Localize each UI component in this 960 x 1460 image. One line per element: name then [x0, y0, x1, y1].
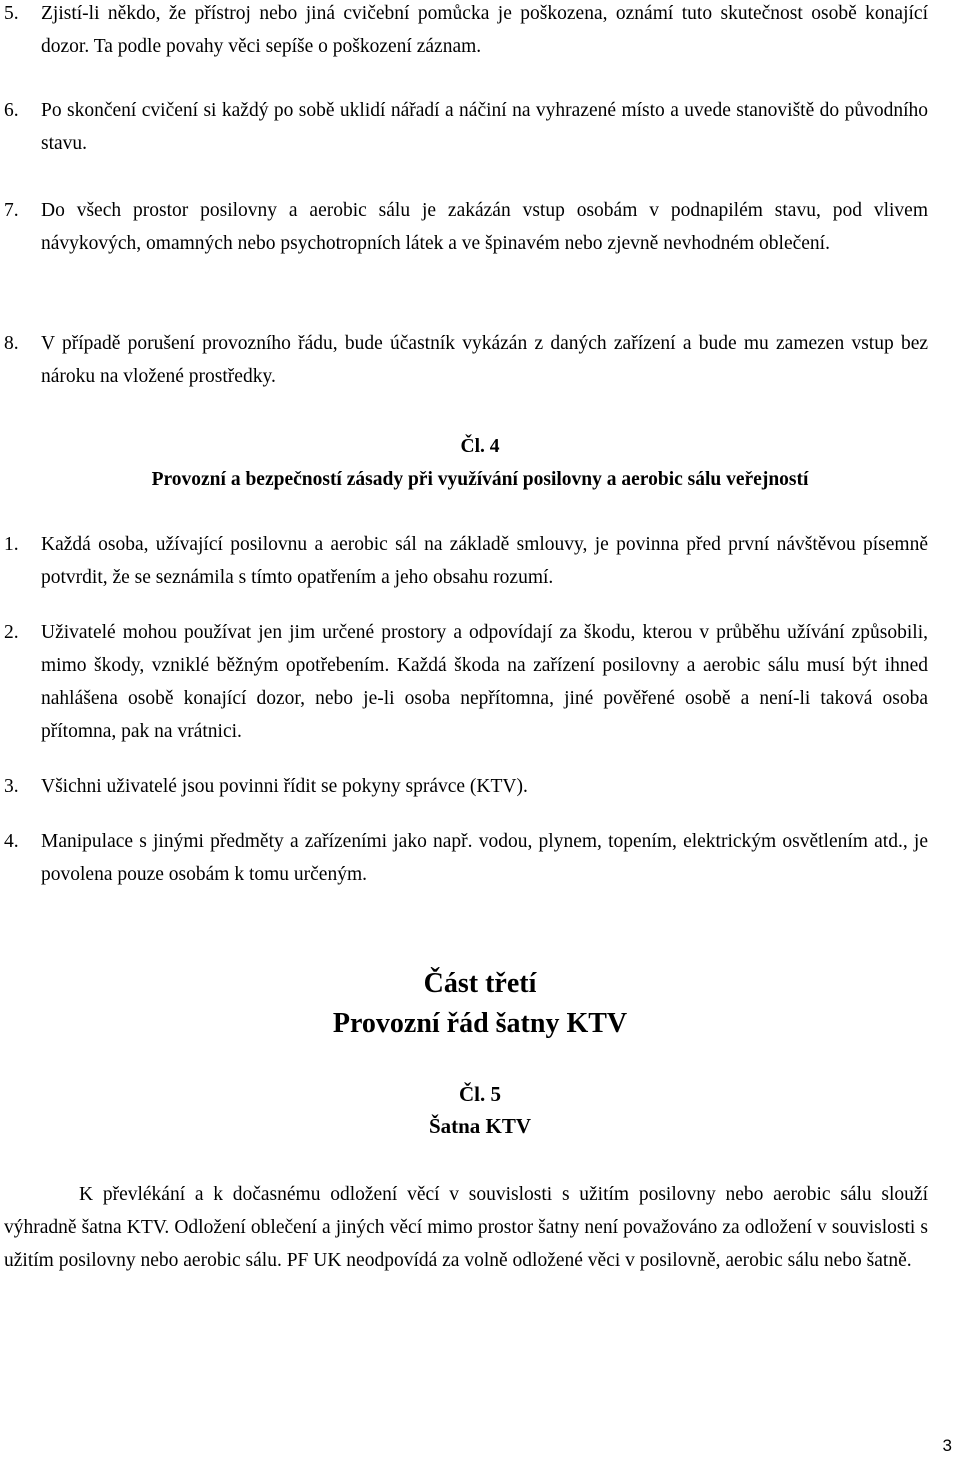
article-4-label: Čl. 4 [460, 436, 500, 457]
list-item-number: 7. [4, 200, 19, 221]
part-3-title: Část třetí [423, 968, 537, 999]
article-5-paragraph: K převlékání a k dočasnému odložení věcí v souvislosti s užitím posilovny nebo aerobic sálu slouží výhradně šatna KTV. Odložení oblečení a jiných věcí mimo prostor šatny není považováno za odložení v souvislosti s užitím posilovny nebo aerobic sálu. PF UK neodpovídá za volně odložené věci v posilovně, aerobic sálu nebo šatně. [4, 1184, 928, 1271]
list-item-7 [0, 194, 928, 260]
article-4-item-3 [0, 770, 928, 803]
list-item-text: Do všech prostor posilovny a aerobic sálu je zakázán vstup osobám v podnapilém stavu, pod vlivem návykových, omamných nebo psychotropních látek a ve špinavém nebo zjevně nevhodném oblečení. [41, 200, 928, 254]
list-item-number: 8. [4, 333, 19, 354]
list-item-number: 6. [4, 100, 19, 121]
list-item-text: Uživatelé mohou používat jen jim určené prostory a odpovídají za škodu, kterou v průběhu užívání způsobili, mimo škody, vzniklé běžným opotřebením. Každá škoda na zařízení posilovny a aerobic sálu musí být ihned nahlášena osobě konající dozor, nebo je-li osoba nepřítomna, jiné pověřené osobě a není-li taková osoba přítomna, pak na vrátnici. [41, 622, 928, 742]
article-4-item-1 [0, 528, 928, 594]
list-item-text: Zjistí-li někdo, že přístroj nebo jiná cvičební pomůcka je poškozena, oznámí tuto skutečnost osobě konající dozor. Ta podle povahy věci sepíše o poškození záznam. [41, 3, 928, 57]
page-number: 3 [942, 1436, 952, 1455]
list-item-5 [0, 0, 928, 63]
list-item-number: 4. [4, 831, 19, 852]
list-item-number: 1. [4, 534, 19, 555]
article-5-label: Čl. 5 [459, 1082, 501, 1106]
list-item-text: Všichni uživatelé jsou povinni řídit se pokyny správce (KTV). [41, 776, 528, 797]
article-4-title: Provozní a bezpečností zásady při využívání posilovny a aerobic sálu veřejností [151, 469, 809, 490]
list-item-text: Každá osoba, užívající posilovnu a aerobic sál na základě smlouvy, je povinna před první návštěvou písemně potvrdit, že se seznámila s tímto opatřením a jeho obsahu rozumí. [41, 534, 928, 588]
list-item-8 [0, 327, 928, 393]
article-5-title: Šatna KTV [428, 1114, 532, 1138]
list-item-text: V případě porušení provozního řádu, bude účastník vykázán z daných zařízení a bude mu zamezen vstup bez nároku na vložené prostředky. [41, 333, 928, 387]
article-4-item-2 [0, 616, 928, 748]
list-item-number: 3. [4, 776, 19, 797]
list-item-number: 2. [4, 622, 19, 643]
list-item-text: Manipulace s jinými předměty a zařízeními jako např. vodou, plynem, topením, elektrickým osvětlením atd., je povolena pouze osobám k tomu určeným. [41, 831, 928, 885]
part-3-subtitle: Provozní řád šatny KTV [332, 1008, 628, 1039]
article-4-item-4 [0, 825, 928, 891]
list-item-text: Po skončení cvičení si každý po sobě uklidí nářadí a náčiní na vyhrazené místo a uvede stanoviště do původního stavu. [41, 100, 928, 154]
list-item-6 [0, 94, 928, 160]
list-item-number: 5. [4, 3, 19, 24]
